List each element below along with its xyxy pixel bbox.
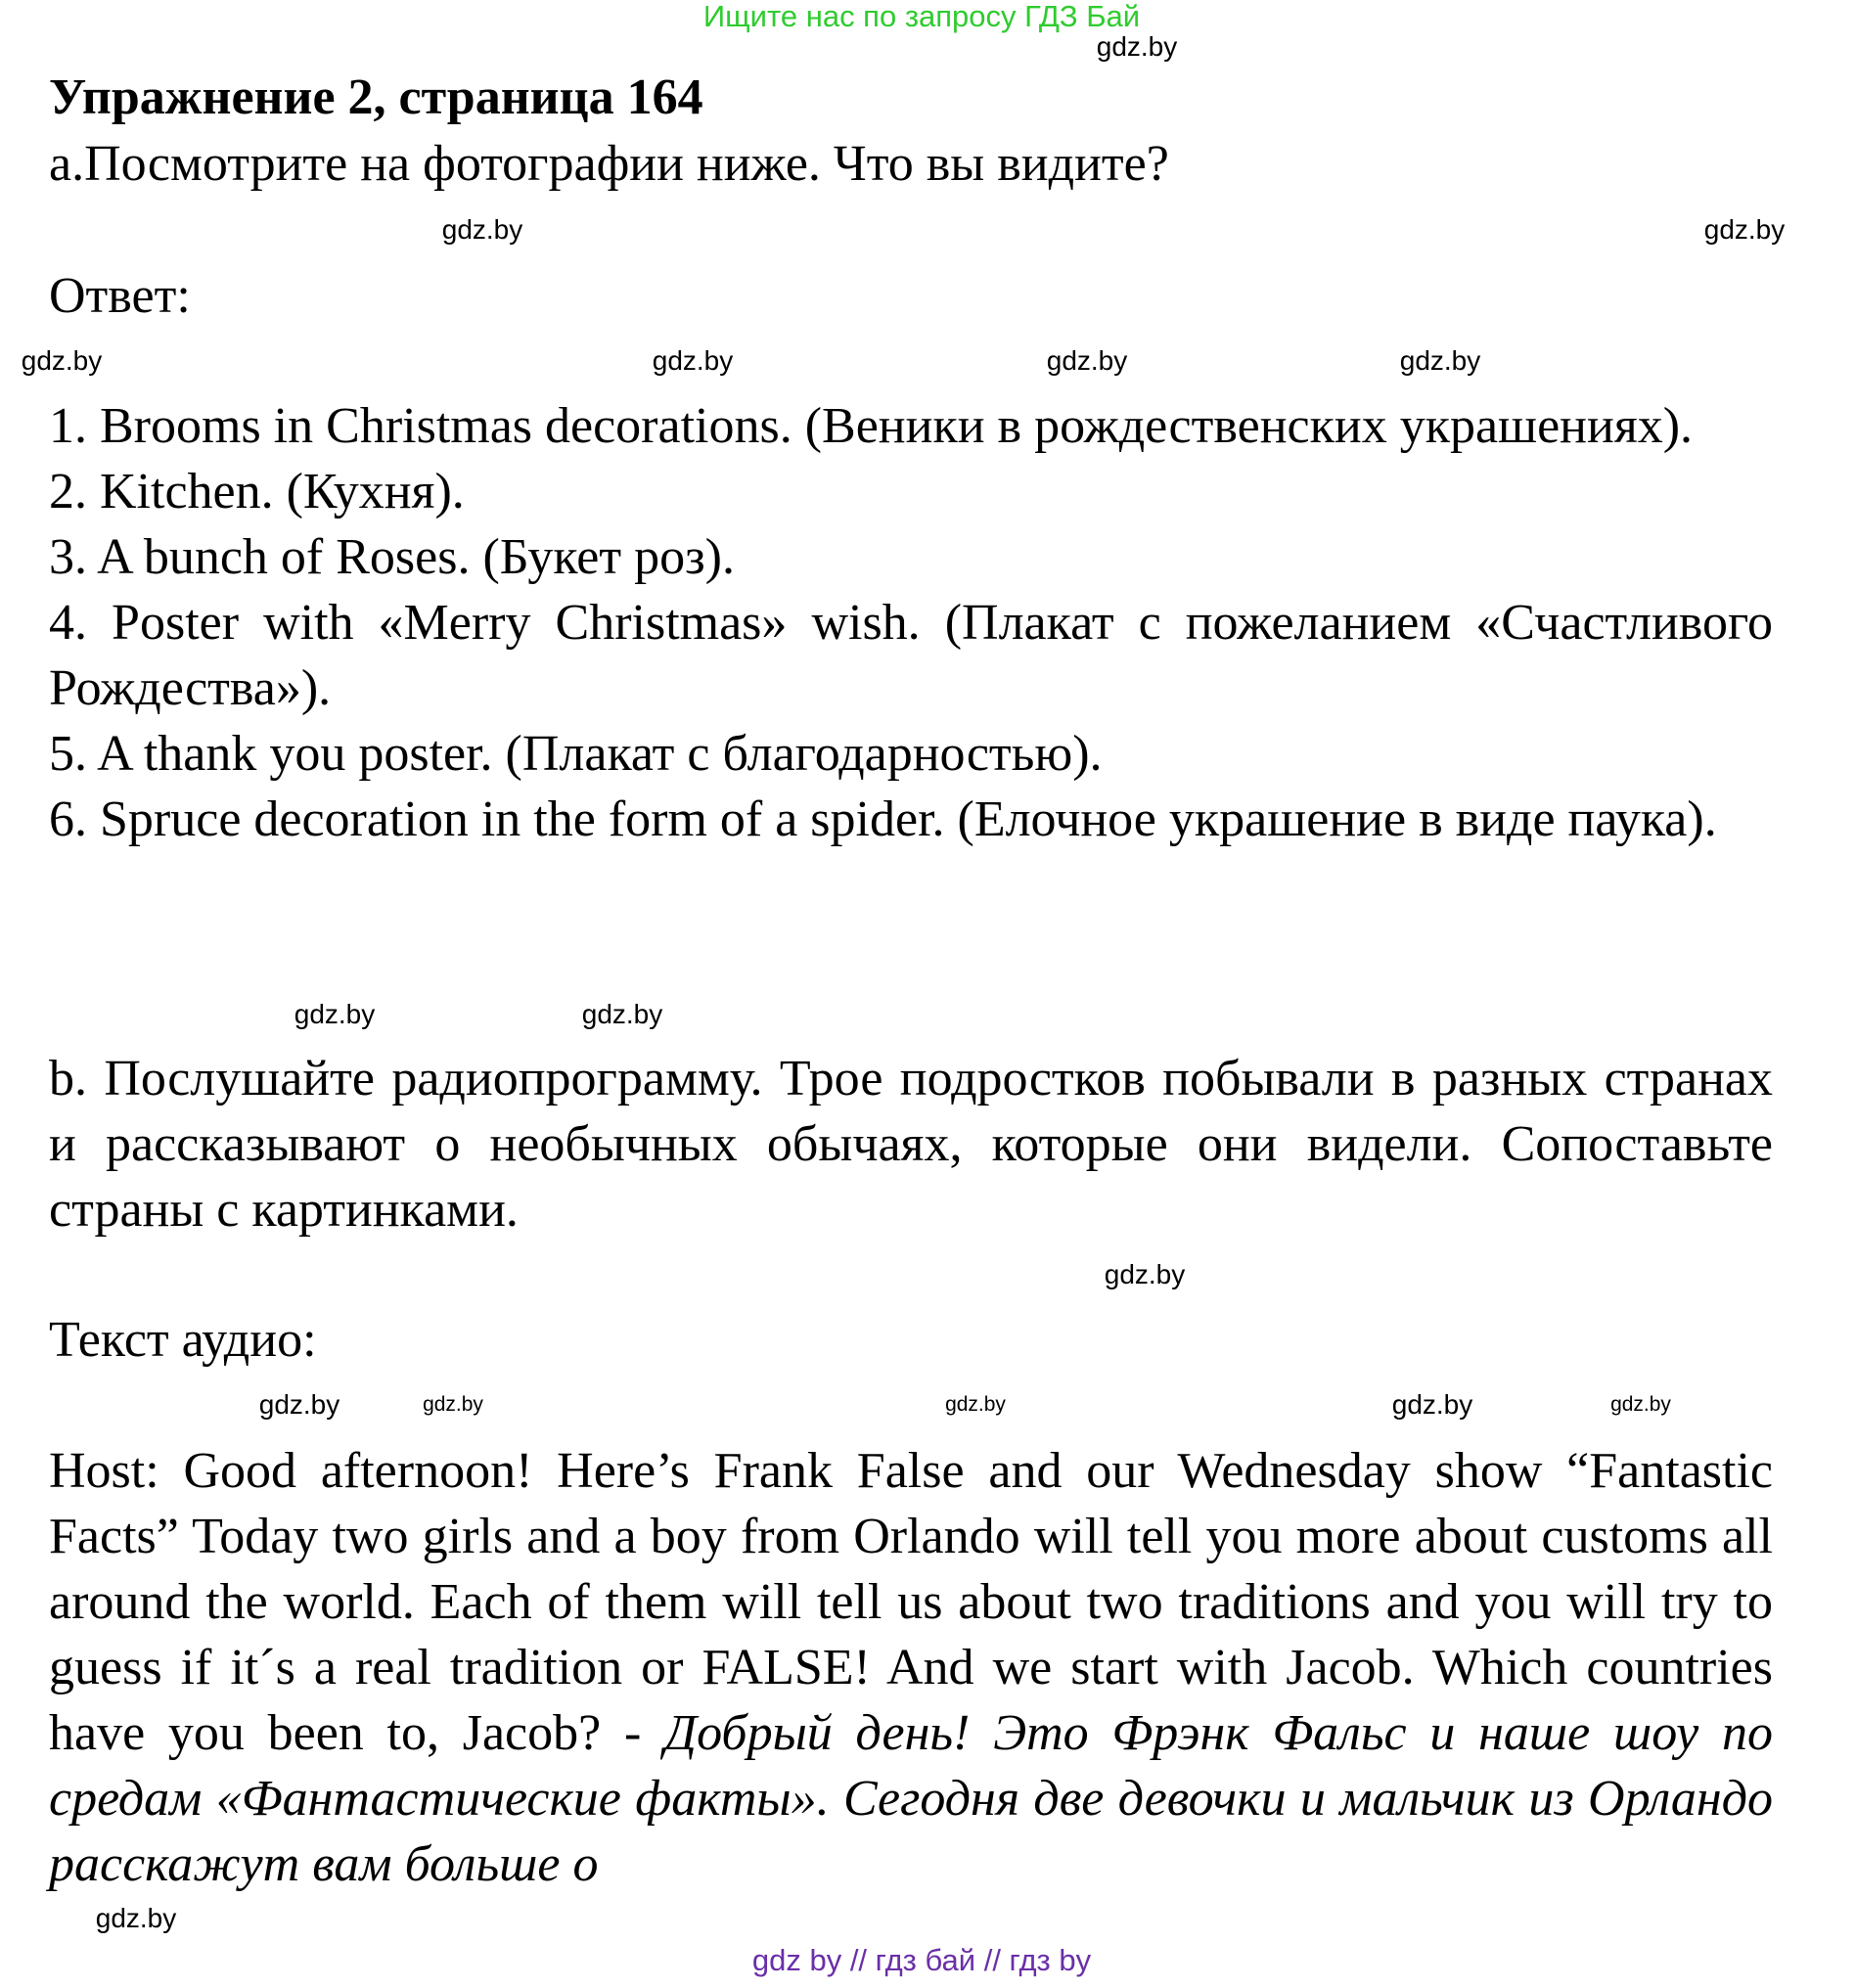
watermark: gdz.by bbox=[581, 999, 663, 1029]
watermark: gdz.by bbox=[95, 1903, 177, 1933]
answer-item: 2. Kitchen. (Кухня). bbox=[49, 464, 465, 520]
watermark: gdz.by bbox=[1096, 31, 1178, 62]
footer-links: gdz by // гдз бай // гдз by bbox=[751, 1943, 1092, 1977]
audio-label: Текст аудио: bbox=[49, 1312, 317, 1368]
watermark: gdz.by bbox=[258, 1389, 340, 1420]
answer-item: 5. A thank you poster. (Плакат с благодарностью). bbox=[49, 726, 1103, 782]
answers-list bbox=[49, 393, 1773, 852]
watermark: gdz.by bbox=[1703, 214, 1786, 245]
top-banner: Ищите нас по запросу ГДЗ Бай bbox=[702, 0, 1141, 33]
answer-item: 1. Brooms in Christmas decorations. (Веники в рождественских украшениях). bbox=[49, 398, 1694, 454]
watermark: gdz.by bbox=[945, 1393, 1006, 1416]
audio-text bbox=[49, 1438, 1773, 1897]
audio-text-en: Host: Good afternoon! Here’s Frank False and our Wednesday show “Fantastic Facts” Today two girls and a boy from Orlando will tell you more about customs all around the world. Each of them will tell us about two traditions and you will try to guess if it´s a real tradition or FALSE! And we start with Jacob. Which countries have you been to, Jacob? - bbox=[49, 1443, 1773, 1761]
page-title: Упражнение 2, страница 164 bbox=[49, 69, 703, 125]
watermark: gdz.by bbox=[21, 345, 103, 376]
watermark: gdz.by bbox=[1399, 345, 1481, 376]
watermark: gdz.by bbox=[1104, 1259, 1186, 1289]
answer-label: Ответ: bbox=[49, 268, 191, 324]
watermark: gdz.by bbox=[294, 999, 376, 1029]
watermark: gdz.by bbox=[1046, 345, 1128, 376]
watermark: gdz.by bbox=[1391, 1389, 1473, 1420]
watermark: gdz.by bbox=[441, 214, 523, 245]
answer-item: 4. Poster with «Merry Christmas» wish. (Плакат с пожеланием «Счастливого Рождества»). bbox=[49, 595, 1773, 716]
task-a: a.Посмотрите на фотографии ниже. Что вы видите? bbox=[49, 136, 1169, 192]
audio-text-ru: Добрый день! Это Фрэнк Фальс и наше шоу по средам «Фантастические факты». Сегодня две девочки и мальчик из Орландо расскажут вам больше о bbox=[49, 1705, 1773, 1892]
answer-item: 6. Spruce decoration in the form of a spider. (Елочное украшение в виде паука). bbox=[49, 791, 1717, 847]
answer-item: 3. A bunch of Roses. (Букет роз). bbox=[49, 529, 735, 585]
watermark: gdz.by bbox=[423, 1393, 483, 1416]
watermark: gdz.by bbox=[1610, 1393, 1671, 1416]
watermark: gdz.by bbox=[652, 345, 734, 376]
task-b: b. Послушайте радиопрограмму. Трое подростков побывали в разных странах и рассказывают о необычных обычаях, которые они видели. Сопоставьте страны с картинками. bbox=[49, 1051, 1773, 1238]
